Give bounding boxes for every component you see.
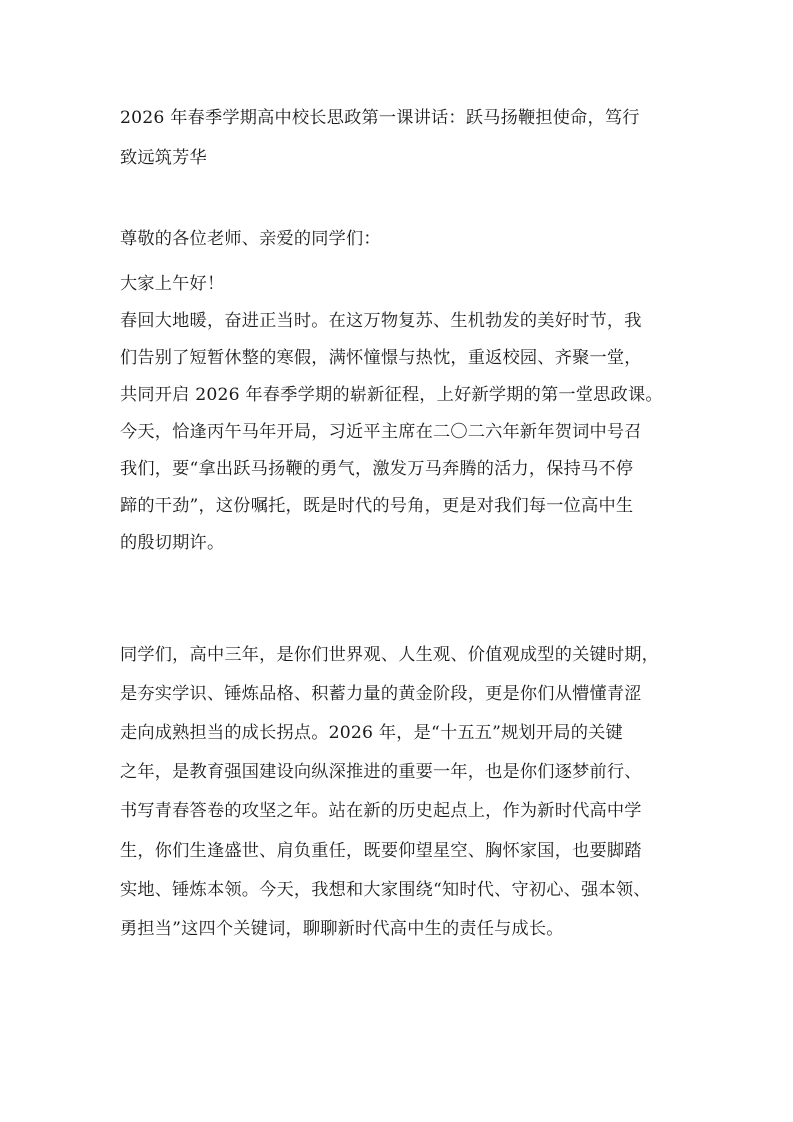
paragraph-1-line: 今天，恰逢丙午马年开局，习近平主席在二〇二六年新年贺词中号召 bbox=[120, 422, 642, 442]
paragraph-1-line: 我们，要“拿出跃马扬鞭的勇气，激发万马奔腾的活力，保持马不停 bbox=[120, 459, 634, 479]
salutation: 尊敬的各位老师、亲爱的同学们： bbox=[120, 229, 381, 249]
paragraph-1-line: 蹄的干劲”，这份嘱托，既是时代的号角，更是对我们每一位高中生 bbox=[120, 496, 634, 516]
document-title-line-1: 2026 年春季学期高中校长思政第一课讲话：跃马扬鞭担使命，笃行 bbox=[120, 108, 640, 128]
paragraph-2-line: 是夯实学识、锤炼品格、积蓄力量的黄金阶段，更是你们从懵懂青涩 bbox=[120, 684, 642, 704]
paragraph-1-line: 共同开启 2026 年春季学期的崭新征程，上好新学期的第一堂思政课。 bbox=[120, 385, 663, 405]
paragraph-2-line: 勇担当”这四个关键词，聊聊新时代高中生的责任与成长。 bbox=[120, 919, 564, 939]
paragraph-2-line: 之年，是教育强国建设向纵深推进的重要一年，也是你们逐梦前行、 bbox=[120, 762, 642, 782]
paragraph-1-line: 们告别了短暂休整的寒假，满怀憧憬与热忱，重返校园、齐聚一堂， bbox=[120, 348, 642, 368]
paragraph-1-line: 的殷切期许。 bbox=[120, 533, 225, 553]
paragraph-2-line: 书写青春答卷的攻坚之年。站在新的历史起点上，作为新时代高中学 bbox=[120, 801, 642, 821]
paragraph-2-line: 走向成熟担当的成长拐点。2026 年，是“十五五”规划开局的关键 bbox=[120, 723, 623, 743]
paragraph-1-line: 春回大地暖，奋进正当时。在这万物复苏、生机勃发的美好时节，我 bbox=[120, 311, 642, 331]
greeting: 大家上午好！ bbox=[120, 274, 225, 294]
paragraph-2-line: 生，你们生逢盛世、肩负重任，既要仰望星空、胸怀家国，也要脚踏 bbox=[120, 841, 642, 861]
document-title-line-2: 致远筑芳华 bbox=[120, 148, 207, 168]
paragraph-2-line: 同学们，高中三年，是你们世界观、人生观、价值观成型的关键时期， bbox=[120, 645, 660, 665]
paragraph-2-line: 实地、锤炼本领。今天，我想和大家围绕“知时代、守初心、强本领、 bbox=[120, 880, 651, 900]
